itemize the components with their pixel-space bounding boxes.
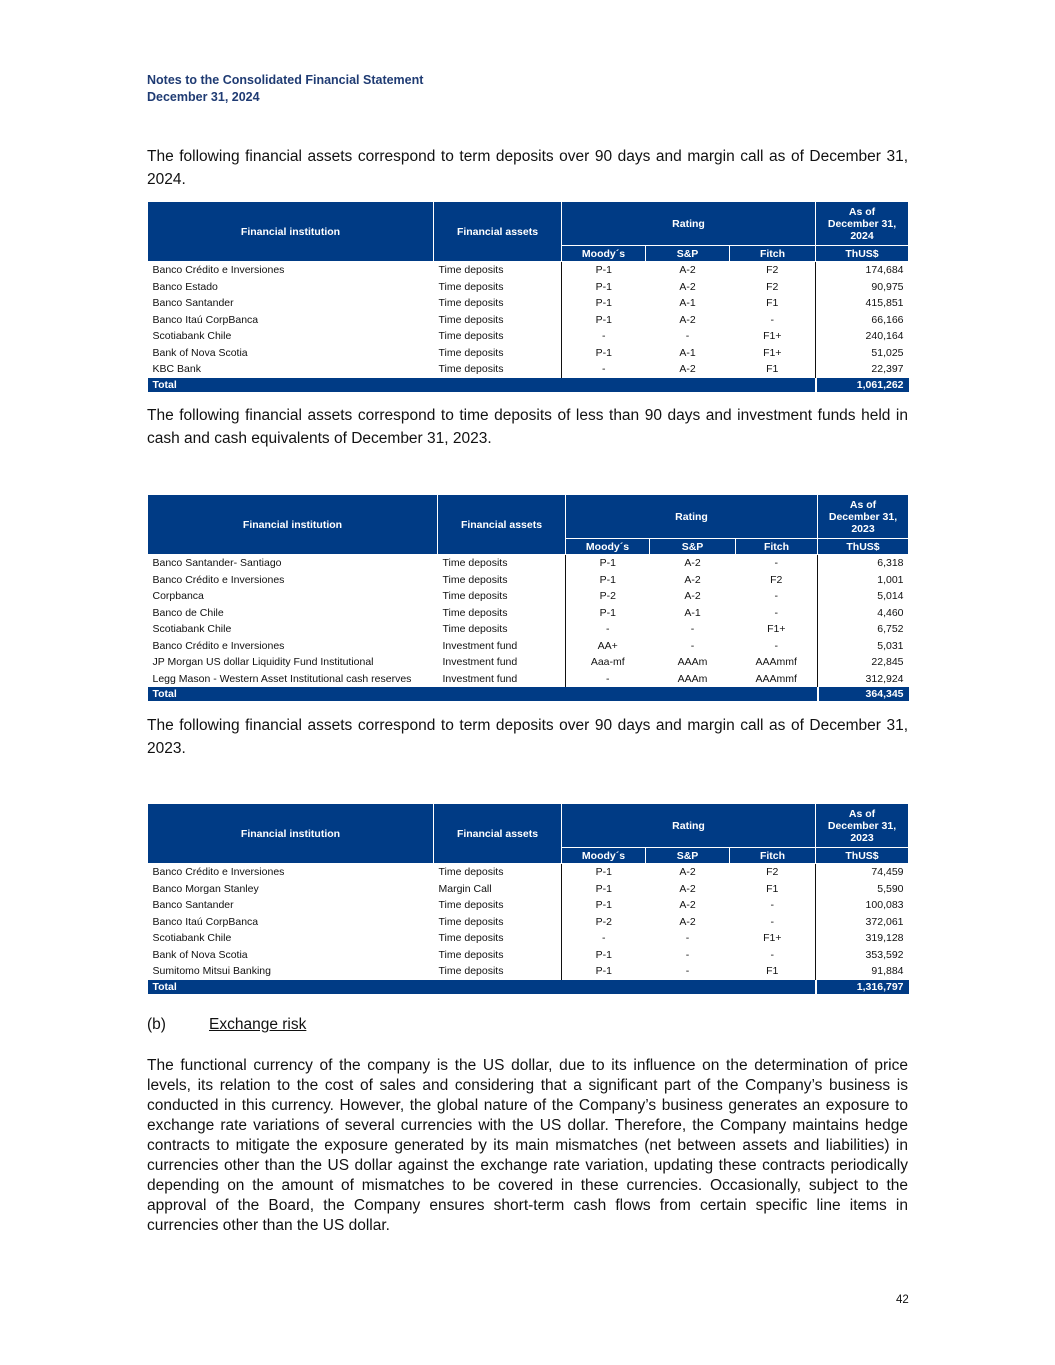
cell-value: 319,128 (816, 930, 909, 947)
table-row (148, 671, 909, 688)
cell-moodys: P-1 (562, 864, 646, 881)
col-header-assets: Financial assets (438, 495, 566, 555)
cell-sp: A-2 (679, 363, 696, 375)
cell-asset: Time deposits (438, 280, 504, 293)
cell-institution: Scotiabank Chile (152, 623, 232, 635)
cell-institution: Bank of Nova Scotia (152, 948, 248, 961)
cell-institution: Banco Itaú CorpBanca (152, 915, 259, 928)
section-heading-exchange-risk (147, 1016, 306, 1034)
cell-fitch: - (774, 606, 778, 619)
intro-paragraph-1: The following financial assets correspond to term deposits over 90 days and margin call as of December 31, 2024. (147, 148, 908, 188)
cell-asset: Time deposits (442, 573, 508, 586)
cell-fitch: F1 (766, 965, 779, 977)
total-value: 364,345 (818, 687, 909, 701)
cell-sp: A-2 (679, 280, 696, 293)
cell-asset: Time deposits (438, 965, 504, 977)
cell-institution: Banco Itaú CorpBanca (152, 313, 259, 326)
cell-institution: Banco de Chile (152, 606, 224, 619)
cell-moodys: P-1 (562, 295, 646, 312)
cell-institution: JP Morgan US dollar Liquidity Fund Institutional (152, 656, 374, 668)
table-term-deposits-2023 (147, 803, 909, 994)
cell-value: 372,061 (816, 914, 909, 931)
cell-institution: Scotiabank Chile (152, 932, 232, 944)
cell-asset: Time deposits (442, 557, 508, 569)
cell-value: 1,001 (818, 572, 909, 589)
cell-fitch: F1+ (763, 330, 782, 342)
cell-value: 174,684 (816, 262, 909, 279)
cell-value: 91,884 (816, 963, 909, 980)
cell-asset: Time deposits (438, 866, 504, 878)
col-header-fitch: Fitch (730, 246, 816, 262)
section-label: (b) (147, 1016, 166, 1033)
cell-sp: A-1 (684, 606, 701, 619)
page-number: 42 (896, 1294, 909, 1306)
cell-sp: A-2 (679, 882, 696, 895)
intro-paragraph-2: The following financial assets correspond to time deposits of less than 90 days and investment funds held in cash and cash equivalents of December 31, 2023. (147, 407, 908, 447)
cell-value: 353,592 (816, 947, 909, 964)
table-row (148, 572, 909, 589)
cell-fitch: F1 (766, 297, 779, 309)
cell-institution: Banco Santander (152, 899, 234, 911)
cell-moodys: P-1 (562, 345, 646, 362)
cell-asset: Time deposits (438, 346, 504, 359)
table-row (148, 930, 909, 947)
table-row (148, 295, 909, 312)
cell-sp: A-2 (679, 899, 696, 911)
total-label: Total (148, 378, 816, 392)
cell-moodys: - (562, 328, 646, 345)
cell-moodys: P-1 (562, 897, 646, 914)
cell-value: 4,460 (818, 605, 909, 622)
table-cash-equivalents-2023 (147, 494, 909, 701)
cell-moodys: P-1 (562, 963, 646, 980)
cell-sp: AAAm (677, 672, 708, 685)
cell-sp: - (685, 932, 690, 944)
table-row (148, 345, 909, 362)
cell-moodys: - (562, 930, 646, 947)
cell-asset: Time deposits (438, 297, 504, 309)
cell-institution: Banco Santander (152, 297, 234, 309)
total-label: Total (148, 687, 818, 701)
cell-moodys: P-1 (566, 572, 650, 589)
cell-value: 5,590 (816, 881, 909, 898)
cell-value: 66,166 (816, 312, 909, 329)
table-row (148, 605, 909, 622)
cell-value: 6,752 (818, 621, 909, 638)
col-header-fitch: Fitch (730, 848, 816, 864)
section-title: Exchange risk (209, 1016, 307, 1033)
table-row (148, 638, 909, 655)
table-body (148, 864, 909, 994)
cell-value: 22,397 (816, 361, 909, 378)
cell-institution: Banco Santander- Santiago (152, 557, 282, 569)
col-header-rating: Rating (562, 202, 816, 246)
cell-moodys: - (566, 621, 650, 638)
cell-value: 100,083 (816, 897, 909, 914)
table-row (148, 947, 909, 964)
cell-fitch: F2 (766, 280, 779, 293)
cell-sp: A-1 (679, 297, 696, 309)
col-header-institution: Financial institution (148, 495, 438, 555)
cell-value: 312,924 (818, 671, 909, 688)
cell-sp: A-2 (684, 557, 701, 569)
cell-sp: A-2 (679, 264, 696, 276)
cell-value: 240,164 (816, 328, 909, 345)
cell-moodys: P-2 (566, 588, 650, 605)
col-header-unit: ThUS$ (818, 539, 909, 555)
cell-fitch: AAAmmf (755, 672, 797, 685)
cell-asset: Time deposits (438, 264, 504, 276)
exchange-risk-paragraph: The functional currency of the company is the US dollar, due to its influence on the determination of price levels, its relation to the cost of sales and considering that a significant part of the Company’s business is conducted in this currency. However, the global nature of the Company’s business generates an exposure to exchange rate variations of several currencies with the US dollar. Therefore, the Company maintains hedge contracts to mitigate the exposure generated by its main mismatches (net between assets and liabilities) in currencies other than the US dollar against the exchange rate variation, updating these contracts periodically depending on the amount of mismatches to be covered in these currencies. Occasionally, subject to the approval of the Board, the Company ensures short-term cash flows from certain specific line items in currencies other than the US dollar. (147, 1057, 908, 1234)
cell-fitch: F1+ (763, 932, 782, 944)
cell-moodys: P-1 (562, 279, 646, 296)
cell-institution: Sumitomo Mitsui Banking (152, 965, 271, 977)
cell-asset: Time deposits (438, 899, 504, 911)
cell-sp: A-2 (684, 590, 701, 602)
cell-value: 22,845 (818, 654, 909, 671)
cell-value: 74,459 (816, 864, 909, 881)
cell-sp: A-1 (679, 346, 696, 359)
table-row (148, 262, 909, 279)
cell-moodys: Aaa-mf (566, 654, 650, 671)
cell-asset: Time deposits (442, 606, 508, 619)
table-row (148, 914, 909, 931)
total-row (148, 687, 909, 701)
cell-sp: A-2 (679, 915, 696, 928)
cell-moodys: P-1 (562, 262, 646, 279)
cell-moodys: P-1 (562, 947, 646, 964)
cell-institution: Corpbanca (152, 590, 204, 602)
cell-fitch: AAAmmf (755, 656, 797, 668)
cell-fitch: - (774, 590, 778, 602)
table-row (148, 654, 909, 671)
col-header-rating: Rating (562, 804, 816, 848)
cell-moodys: P-1 (562, 312, 646, 329)
total-value: 1,061,262 (816, 378, 909, 392)
cell-moodys: P-1 (566, 605, 650, 622)
cell-value: 6,318 (818, 555, 909, 572)
cell-moodys: - (562, 361, 646, 378)
col-header-asof: As of December 31, 2024 (816, 202, 909, 246)
cell-asset: Time deposits (442, 590, 508, 602)
table-row (148, 328, 909, 345)
cell-sp: - (690, 639, 695, 652)
intro-paragraph-3: The following financial assets correspond to term deposits over 90 days and margin call as of December 31, 2023. (147, 717, 908, 757)
cell-institution: Banco Crédito e Inversiones (152, 573, 285, 586)
table-row (148, 897, 909, 914)
cell-asset: Margin Call (438, 882, 492, 895)
table-row (148, 312, 909, 329)
cell-fitch: F1+ (763, 346, 782, 359)
cell-moodys: P-1 (566, 555, 650, 572)
cell-fitch: F1 (766, 363, 779, 375)
cell-asset: Time deposits (442, 623, 508, 635)
document-header (147, 72, 423, 106)
cell-institution: Banco Morgan Stanley (152, 882, 259, 895)
cell-asset: Investment fund (442, 639, 518, 652)
table-row (148, 881, 909, 898)
cell-sp: - (685, 965, 690, 977)
cell-asset: Time deposits (438, 948, 504, 961)
total-row (148, 980, 909, 994)
cell-fitch: - (770, 915, 774, 928)
cell-fitch: - (770, 948, 774, 961)
table-term-deposits-2024 (147, 201, 909, 392)
col-header-asof: As of December 31, 2023 (818, 495, 909, 539)
cell-asset: Time deposits (438, 363, 504, 375)
col-header-sp: S&P (646, 246, 730, 262)
cell-fitch: F2 (766, 866, 779, 878)
cell-fitch: F1 (766, 882, 779, 895)
col-header-sp: S&P (646, 848, 730, 864)
cell-sp: A-2 (679, 313, 696, 326)
cell-moodys: AA+ (566, 638, 650, 655)
cell-asset: Investment fund (442, 672, 518, 685)
col-header-institution: Financial institution (148, 202, 434, 262)
cell-fitch: - (774, 639, 778, 652)
cell-sp: - (685, 948, 690, 961)
table-row (148, 621, 909, 638)
header-title: Notes to the Consolidated Financial Statement (147, 73, 424, 87)
col-header-institution: Financial institution (148, 804, 434, 864)
cell-moodys: - (566, 671, 650, 688)
cell-value: 415,851 (816, 295, 909, 312)
total-value: 1,316,797 (816, 980, 909, 994)
cell-fitch: F1+ (767, 623, 786, 635)
cell-institution: Banco Crédito e Inversiones (152, 866, 285, 878)
cell-moodys: P-2 (562, 914, 646, 931)
cell-sp: - (690, 623, 695, 635)
cell-asset: Investment fund (442, 656, 518, 668)
col-header-assets: Financial assets (434, 202, 562, 262)
cell-sp: AAAm (677, 656, 708, 668)
col-header-sp: S&P (650, 539, 736, 555)
cell-institution: Banco Estado (152, 280, 218, 293)
cell-asset: Time deposits (438, 330, 504, 342)
header-date: December 31, 2024 (147, 90, 260, 104)
table-row (148, 279, 909, 296)
cell-moodys: P-1 (562, 881, 646, 898)
col-header-assets: Financial assets (434, 804, 562, 864)
total-row (148, 378, 909, 392)
cell-fitch: - (770, 313, 774, 326)
cell-fitch: - (770, 899, 774, 911)
cell-fitch: F2 (766, 264, 779, 276)
cell-institution: Legg Mason - Western Asset Institutional cash reserves (152, 672, 412, 685)
cell-asset: Time deposits (438, 932, 504, 944)
cell-asset: Time deposits (438, 915, 504, 928)
col-header-moodys: Moody´s (562, 848, 646, 864)
cell-value: 90,975 (816, 279, 909, 296)
cell-value: 5,031 (818, 638, 909, 655)
col-header-unit: ThUS$ (816, 246, 909, 262)
cell-value: 51,025 (816, 345, 909, 362)
cell-institution: Banco Crédito e Inversiones (152, 264, 285, 276)
cell-fitch: F2 (770, 573, 783, 586)
table-row (148, 963, 909, 980)
col-header-fitch: Fitch (736, 539, 818, 555)
table-row (148, 864, 909, 881)
cell-fitch: - (774, 557, 778, 569)
table-row (148, 588, 909, 605)
cell-asset: Time deposits (438, 313, 504, 326)
col-header-rating: Rating (566, 495, 818, 539)
col-header-moodys: Moody´s (562, 246, 646, 262)
cell-institution: Bank of Nova Scotia (152, 346, 248, 359)
col-header-asof: As of December 31, 2023 (816, 804, 909, 848)
col-header-unit: ThUS$ (816, 848, 909, 864)
cell-sp: - (685, 330, 690, 342)
table-body (148, 555, 909, 702)
table-body (148, 262, 909, 392)
table-row (148, 361, 909, 378)
col-header-moodys: Moody´s (566, 539, 650, 555)
cell-sp: A-2 (679, 866, 696, 878)
cell-institution: KBC Bank (152, 363, 201, 375)
cell-institution: Banco Crédito e Inversiones (152, 639, 285, 652)
total-label: Total (148, 980, 816, 994)
cell-institution: Scotiabank Chile (152, 330, 232, 342)
cell-value: 5,014 (818, 588, 909, 605)
cell-sp: A-2 (684, 573, 701, 586)
table-row (148, 555, 909, 572)
